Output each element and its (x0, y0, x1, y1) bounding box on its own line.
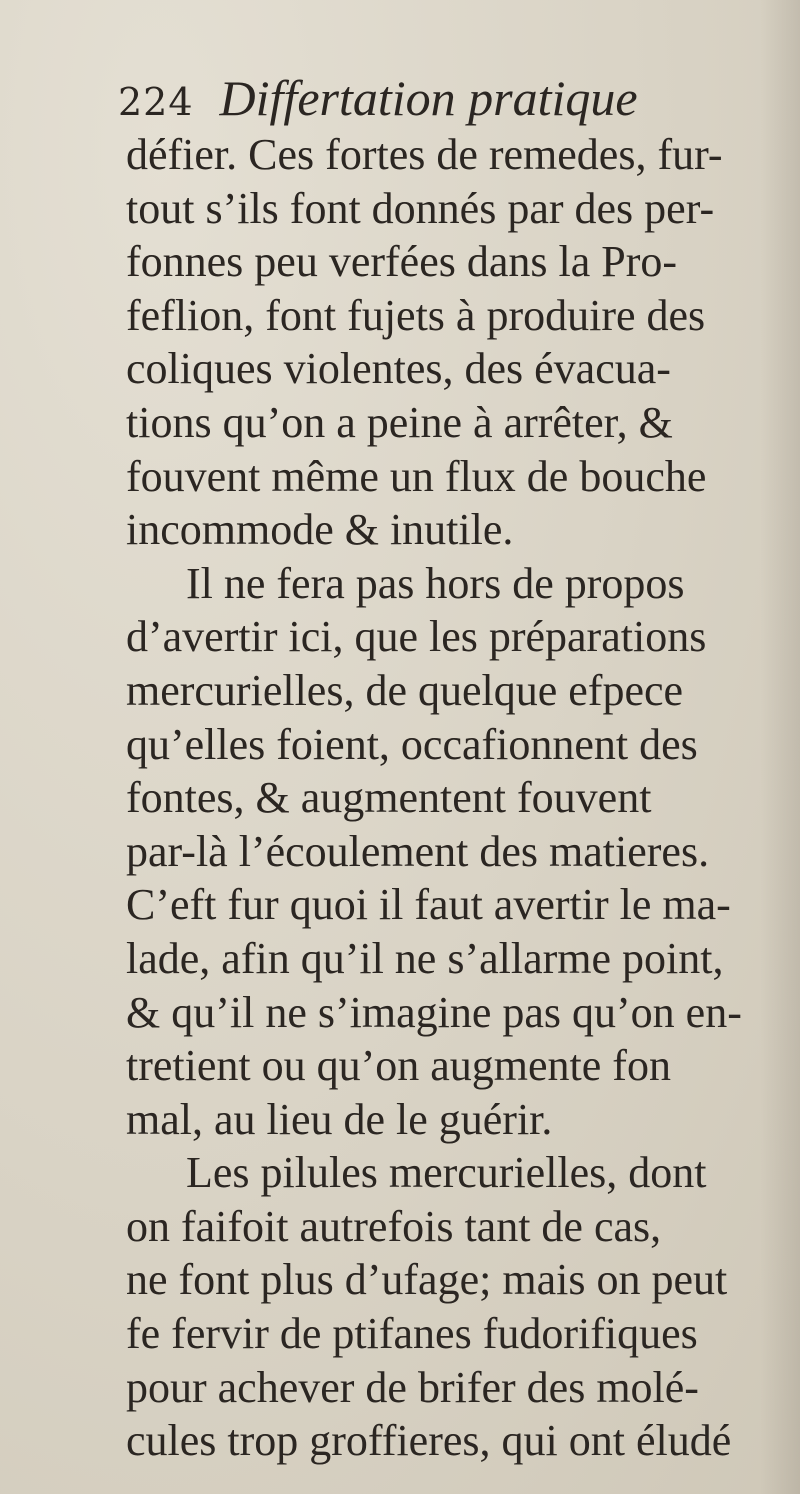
text-line: mal, au lieu de le guérir. (126, 1094, 553, 1144)
text-line: tions qu’on a peine à arrêter, & (126, 397, 673, 447)
text-line: tretient ou qu’on augmente fon (126, 1041, 671, 1091)
text-line: pour achever de brifer des molé- (126, 1362, 699, 1412)
text-line: lade, afin qu’il ne s’allarme point, (126, 933, 724, 983)
page-edge-shadow (760, 0, 800, 1494)
text-line: fonnes peu verfées dans la Pro- (126, 237, 678, 287)
text-line: défier. Ces fortes de remedes, fur- (126, 130, 723, 179)
text-line: fontes, & augmentent fouvent (126, 773, 652, 823)
text-line: on faifoit autrefois tant de cas, (126, 1201, 662, 1251)
paragraph-start-line: Les pilules mercurielles, dont (186, 1148, 707, 1198)
text-line: d’avertir ici, que les préparations (126, 612, 707, 662)
text-line: ne font plus d’ufage; mais on peut (126, 1255, 728, 1305)
text-line: fouvent même un flux de bouche (126, 451, 707, 501)
text-line: par-là l’écoulement des matieres. (126, 826, 710, 876)
running-title: Differtation pratique (219, 70, 638, 126)
text-line: coliques violentes, des évacua- (126, 344, 671, 394)
body-text (126, 128, 746, 1468)
text-line: fe fervir de ptifanes fudorifiques (126, 1309, 698, 1359)
text-line: & qu’il ne s’imagine pas qu’on en- (126, 987, 742, 1037)
text-line: feflion, font fujets à produire des (126, 290, 706, 340)
running-header (118, 68, 718, 128)
paragraph-start-line: Il ne fera pas hors de propos (186, 558, 685, 608)
text-line: C’eft fur quoi il faut avertir le ma- (126, 880, 731, 930)
text-line: cules trop groffieres, qui ont éludé (126, 1416, 732, 1466)
text-line: incommode & inutile. (126, 505, 514, 555)
text-line: mercurielles, de quelque efpece (126, 665, 684, 715)
text-line: tout s’ils font donnés par des per- (126, 183, 715, 233)
text-line: qu’elles foient, occafionnent des (126, 719, 698, 769)
page-number: 224 (118, 80, 194, 124)
